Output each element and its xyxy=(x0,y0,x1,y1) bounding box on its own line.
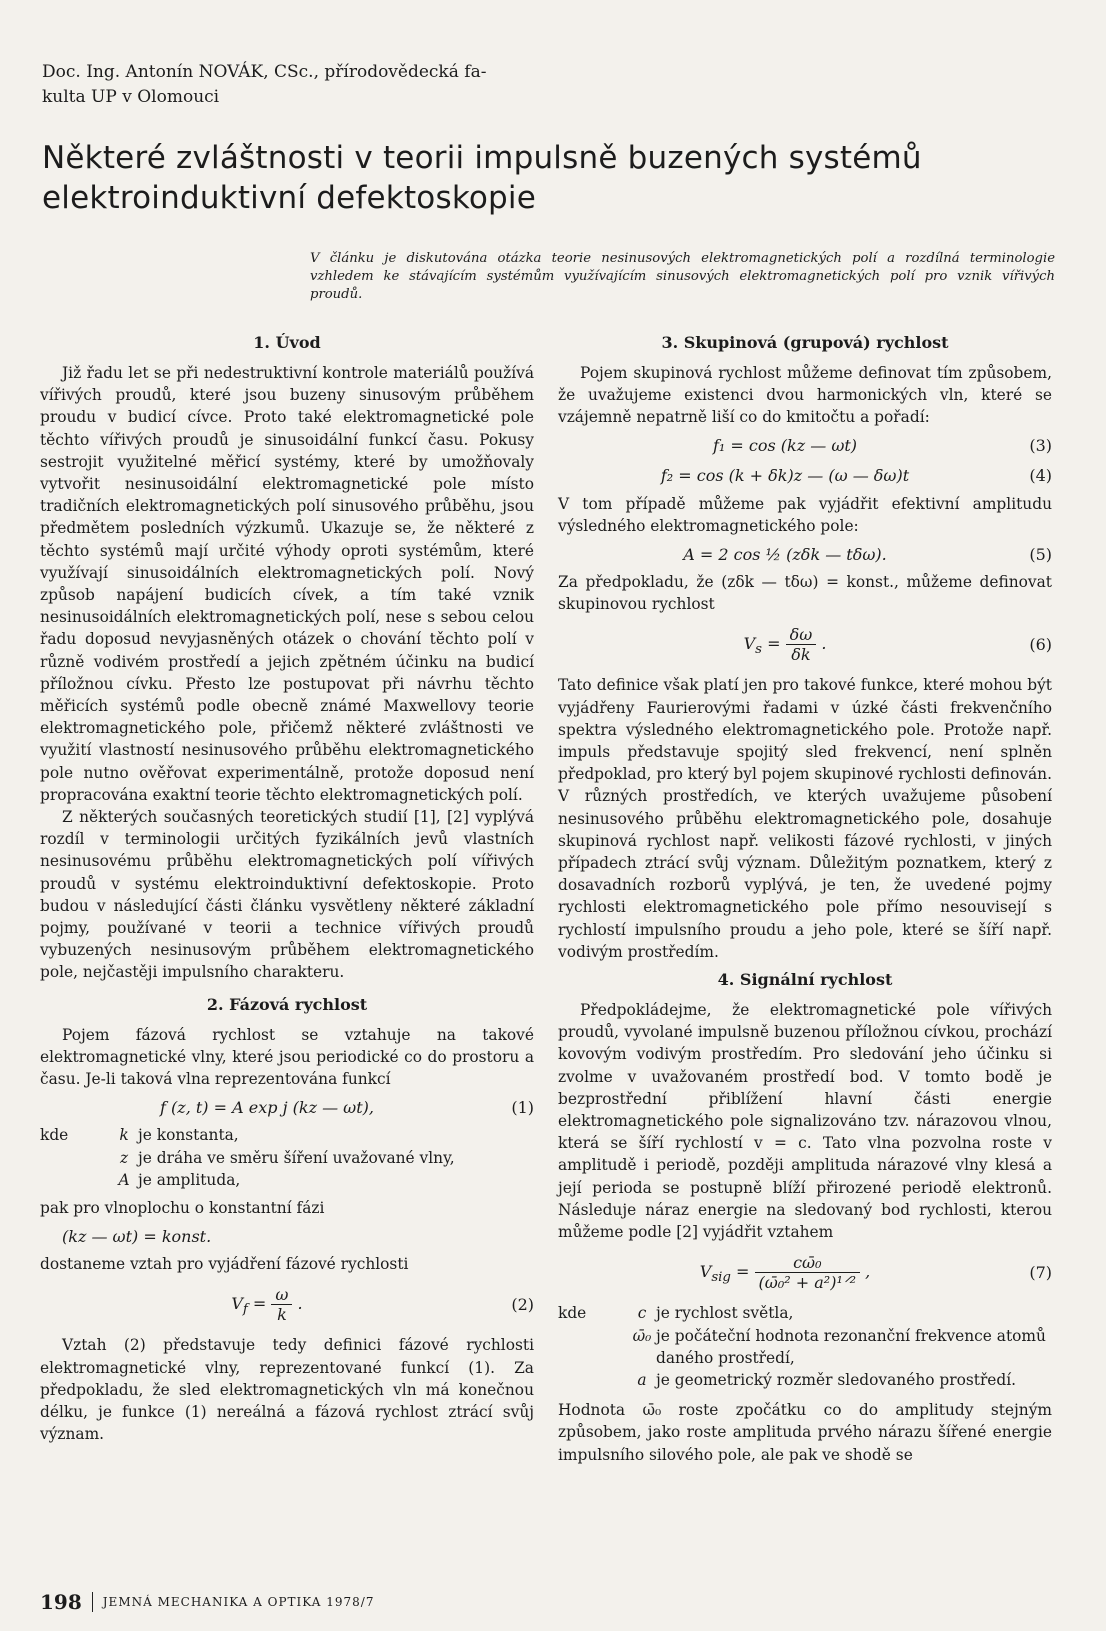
equation-6-numerator: δω xyxy=(786,625,817,645)
equation-6 xyxy=(558,625,1052,664)
equation-2 xyxy=(40,1285,534,1324)
section-1-heading: 1. Úvod xyxy=(253,333,321,352)
equation-1-number: (1) xyxy=(511,1097,534,1117)
definition-symbol: k xyxy=(119,1126,129,1145)
equation-phase-expression: (kz — ωt) = konst. xyxy=(62,1226,212,1246)
equation-1 xyxy=(40,1094,534,1120)
equation-2-expression: $V_f$ = $\frac{\omega}{k}$ . xyxy=(231,1285,303,1325)
definition-keyword: kde xyxy=(40,1126,69,1145)
title-line-1: Některé zvláštnosti v teorii impulsně buzených systémů xyxy=(42,140,922,176)
title-line-2: elektroinduktivní defektoskopie xyxy=(42,180,536,216)
equation-5 xyxy=(558,541,1052,567)
author-line-1: Doc. Ing. Antonín NOVÁK, CSc., přírodovědecká fa- xyxy=(42,62,487,82)
definition-row xyxy=(40,1147,534,1169)
definition-symbol: A xyxy=(118,1170,130,1189)
definition-text: je geometrický rozměr sledovaného prostředí. xyxy=(656,1370,1017,1389)
section-2-paragraph-4: Vztah (2) představuje tedy definici fázové rychlosti elektromagnetické vlny, reprezentované funkcí (1). Za předpokladu, že sled elektromagnetických vln má konečnou délku, je funkce (1) nereálná a fázová rychlost ztrácí svůj význam. xyxy=(40,1336,534,1444)
article-title xyxy=(42,138,1062,218)
equation-4-number: (4) xyxy=(1029,466,1052,486)
section-3-paragraph-4: Tato definice však platí jen pro takové funkce, které mohou být vyjádřeny Faurierovými řadami v úzké části frekvenčního spektra výsledného elektromagnetického pole. Protože např. impuls představuje spojitý sled frekvencí, není splněn předpoklad, pro který byl pojem skupinové rychlosti definován. V různých prostředích, ve kterých uvažujeme působení nesinusového průběhu elektromagnetického pole, dosahuje skupinová rychlost např. velikosti fázové rychlosti, v jiných případech ztrácí svůj význam. Důležitým poznatkem, který z dosavadních rozborů vyplývá, je ten, že uvedené pojmy rychlosti elektromagnetického pole přímo nesouvisejí s rychlostí impulsního proudu a jeho pole, které se šíří např. vodivým prostředím. xyxy=(558,676,1052,961)
equation-1-expression: f (z, t) = A exp j (kz — ωt), xyxy=(160,1097,374,1117)
definition-text: je amplituda, xyxy=(138,1170,241,1189)
equation-7-fraction xyxy=(755,1253,861,1292)
definition-row xyxy=(40,1169,534,1191)
equation-3-number: (3) xyxy=(1029,436,1052,456)
equation-5-expression: A = 2 cos ½ (zδk — tδω). xyxy=(683,544,887,564)
section-1-paragraph-2: Z některých současných teoretických studií [1], [2] vyplývá rozdíl v terminologii určitých fyzikálních jevů vlastních nesinusovému průběhu elektromagnetických polí vířivých proudů v systému elektroinduktivní defektoskopie. Proto budou v následující části článku vysvětleny některé základní pojmy, používané v teorii a technice vířivých proudů vybuzených nesinusovým průběhem elektromagnetického pole, nejčastěji impulsního charakteru. xyxy=(40,808,534,982)
section-1-paragraph-1: Již řadu let se při nedestruktivní kontrole materiálů používá vířivých proudů, které jsou buzeny sinusovým průběhem proudu v budicí cívce. Proto také elektromagnetické pole těchto vířivých proudů je sinusoidální funkcí času. Pokusy sestrojit využitelné měřicí systémy, které by umožňovaly vytvořit nesinusoidální elektromagnetické pole místo tradičních elektromagnetických polí sinusového průběhu, jsou předmětem posledních výzkumů. Ukazuje se, že některé z těchto systémů mají určité výhody oproti systémům, které využívají sinusoidálních elektromagnetických polí. Nový způsob napájení budicích cívek, a tím také vznik nesinusoidálních elektromagnetických polí, nese s sebou celou řadu doposud nevyjasněných otázek o chování těchto polí v různě vodivém prostředí a jejich zpětném účinku na budicí příložnou cívku. Přesto lze postupovat při návrhu těchto měřicích systémů podle obecně známé Maxwellovy teorie elektromagnetického pole, přičemž některé zvláštnosti ve využití vlastností nesinusového průběhu elektromagnetického pole nutno ověřovat experimentálně, protože doposud není propracována exaktní teorie těchto elektromagnetických polí. xyxy=(40,364,534,804)
definition-text: je rychlost světla, xyxy=(656,1304,794,1323)
equation-7 xyxy=(558,1253,1052,1292)
equation-4 xyxy=(558,463,1052,489)
equation-2-subscript: f xyxy=(242,1302,248,1318)
journal-name: JEMNÁ MECHANIKA A OPTIKA 1978/7 xyxy=(102,1595,375,1609)
definition-row xyxy=(558,1302,1052,1324)
definition-symbol: z xyxy=(119,1148,129,1167)
section-4-paragraph-2: Hodnota ω̄₀ roste zpočátku co do amplitudy stejným způsobem, jako roste amplituda prvého nárazu šířené energie impulsního silového pole, ale pak ve shodě se xyxy=(558,1401,1052,1464)
definition-list-1 xyxy=(40,1124,534,1191)
equation-2-fraction xyxy=(271,1285,292,1324)
equation-6-expression: $V_s$ = $\frac{\delta\omega}{\delta k}$ . xyxy=(743,625,827,665)
definition-row xyxy=(558,1369,1052,1391)
definition-row xyxy=(40,1124,534,1146)
definition-text: je konstanta, xyxy=(138,1126,239,1145)
definition-symbol: ω̄₀ xyxy=(632,1326,652,1345)
equation-7-number: (7) xyxy=(1029,1263,1052,1283)
equation-4-expression: f₂ = cos (k + δk)z — (ω — δω)t xyxy=(660,466,910,486)
equation-6-fraction xyxy=(786,625,817,664)
equation-2-number: (2) xyxy=(511,1295,534,1315)
equation-7-lhs: V xyxy=(699,1262,712,1282)
definition-keyword xyxy=(40,1147,110,1169)
equation-2-numerator: ω xyxy=(271,1285,292,1305)
page-number: 198 xyxy=(40,1590,82,1614)
equation-phase xyxy=(40,1223,534,1249)
equation-6-number: (6) xyxy=(1029,635,1052,655)
section-3-heading: 3. Skupinová (grupová) rychlost xyxy=(661,333,949,352)
footer-divider xyxy=(92,1592,93,1612)
equation-2-denominator: k xyxy=(277,1305,287,1325)
section-4-paragraph-1: Předpokládejme, že elektromagnetické pole vířivých proudů, vyvolané impulsně buzenou příložnou cívkou, prochází kovovým vodivým prostředím. Pro sledování jeho účinku si zvolme v uvažovaném prostředí bod. V tomto bodě je bezprostřední přiblížení hlavní části energie elektromagnetického pole signalizováno tzv. nárazovou vlnou, která se šíří rychlostí v = c. Tato vlna pozvolna roste v amplitudě i periodě, později amplituda nárazové vlny klesá a její perioda se postupně blíží přirozené periodě elektronů. Následuje náraz energie na sledovaný bod rychlosti, kterou můžeme podle [2] vyjádřit vztahem xyxy=(558,1001,1052,1242)
definition-text: je dráha ve směru šíření uvažované vlny, xyxy=(138,1148,455,1167)
equation-2-lhs: V xyxy=(231,1294,243,1314)
equation-7-denominator: (ω̄₀² + a²)¹ᐟ² xyxy=(758,1273,857,1293)
section-2-heading: 2. Fázová rychlost xyxy=(206,994,368,1014)
author-affiliation xyxy=(42,60,562,110)
definition-keyword xyxy=(40,1169,110,1191)
equation-6-denominator: δk xyxy=(791,645,811,665)
section-2-paragraph-2: pak pro vlnoplochu o konstantní fázi xyxy=(40,1198,325,1217)
equation-5-number: (5) xyxy=(1029,544,1052,564)
author-line-2: kulta UP v Olomouci xyxy=(42,87,220,107)
definition-row xyxy=(558,1325,1052,1369)
right-column xyxy=(558,332,1052,1466)
page-footer xyxy=(40,1590,374,1614)
section-3-paragraph-2: V tom případě můžeme pak vyjádřit efektivní amplitudu výsledného elektromagnetického pole: xyxy=(558,494,1052,535)
definition-symbol: c xyxy=(637,1304,647,1323)
definition-keyword xyxy=(558,1325,628,1369)
equation-3-expression: f₁ = cos (kz — ωt) xyxy=(712,436,858,456)
equation-7-expression: $V_{sig}$ = $\frac{\text{cω̄₀}}{\text{(ω̄₀² + a²)¹ᐟ²}}$ , xyxy=(699,1253,871,1293)
equation-6-subscript: s xyxy=(755,642,762,658)
section-3-paragraph-3: Za předpokladu, že (zδk — tδω) = konst., můžeme definovat skupinovou rychlost xyxy=(558,573,1052,614)
section-4-heading: 4. Signální rychlost xyxy=(717,970,893,990)
section-2-paragraph-1: Pojem fázová rychlost se vztahuje na takové elektromagnetické vlny, které jsou periodické co do prostoru a času. Je-li taková vlna reprezentována funkcí xyxy=(40,1025,534,1089)
section-2-paragraph-3: dostaneme vztah pro vyjádření fázové rychlosti xyxy=(40,1255,409,1274)
definition-text: je počáteční hodnota rezonanční frekvence atomů daného prostředí, xyxy=(656,1326,1046,1367)
section-3-paragraph-1: Pojem skupinová rychlost můžeme definovat tím způsobem, že uvažujeme existenci dvou harmonických vln, které se vzájemně nepatrně liší co do kmitočtu a pořadí: xyxy=(558,364,1052,427)
equation-6-lhs: V xyxy=(743,634,756,654)
equation-3 xyxy=(558,433,1052,459)
definition-symbol: a xyxy=(637,1370,647,1389)
equation-7-numerator: cω̄₀ xyxy=(755,1253,861,1273)
definition-keyword: kde xyxy=(558,1304,587,1323)
equation-7-subscript: sig xyxy=(711,1270,731,1286)
left-column xyxy=(40,332,534,1445)
abstract: V článku je diskutována otázka teorie nesinusových elektromagnetických polí a rozdílná terminologie vzhledem ke stávajícím systémům využívajícím sinusových elektromagnetických polí pro vznik vířivých proudů. xyxy=(310,251,1055,302)
definition-keyword xyxy=(558,1369,628,1391)
definition-list-2 xyxy=(558,1302,1052,1391)
